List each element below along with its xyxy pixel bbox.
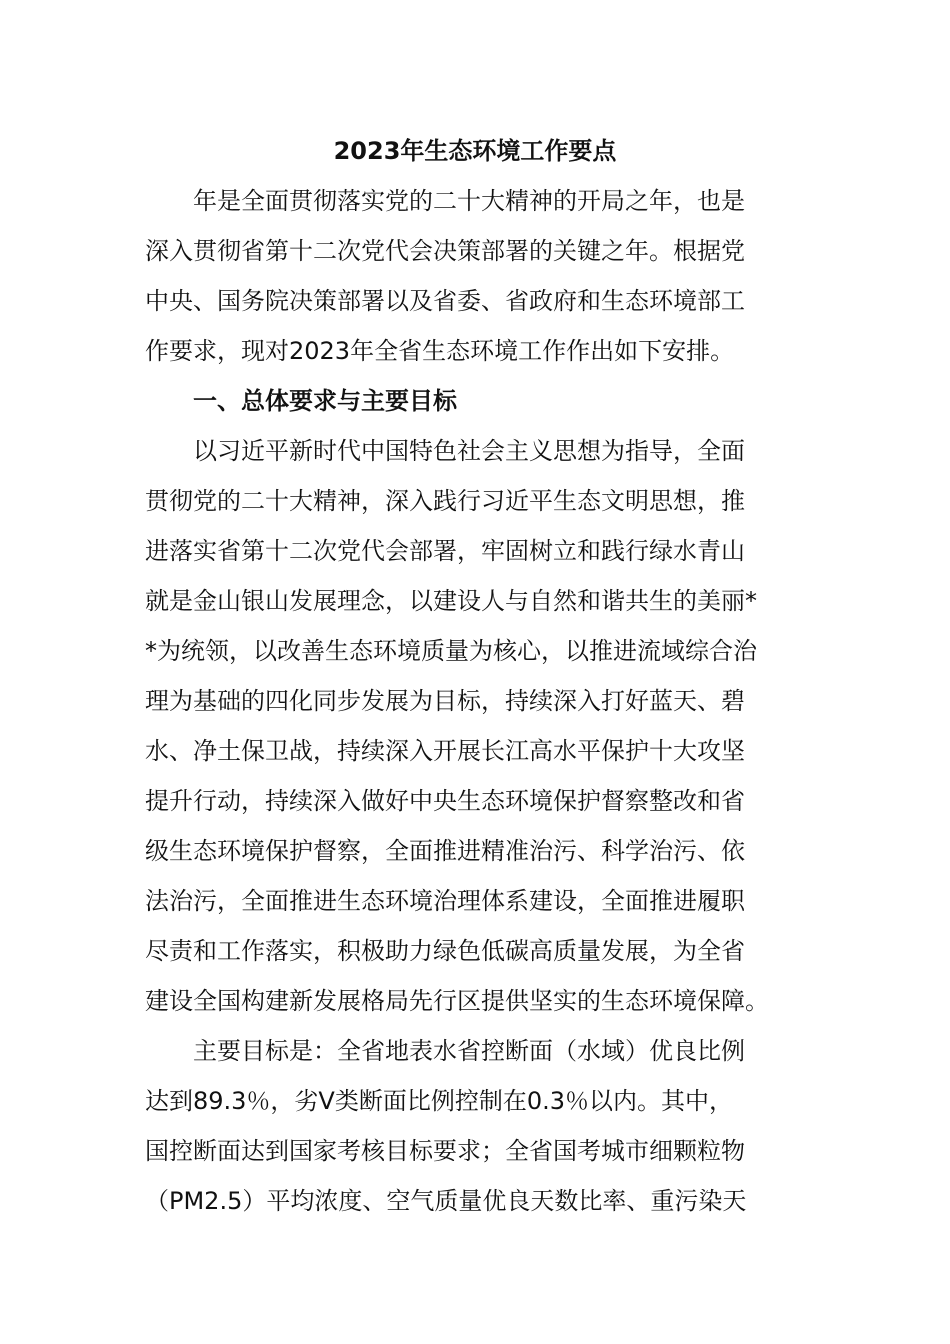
paragraph-line: 级生态环境保护督察，全面推进精准治污、科学治污、依 <box>145 837 745 865</box>
section-heading-overall: 一、总体要求与主要目标 <box>193 387 457 415</box>
intro-line: 作要求，现对2023年全省生态环境工作作出如下安排。 <box>145 337 735 365</box>
paragraph-line: 主要目标是：全省地表水省控断面（水域）优良比例 <box>193 1037 745 1065</box>
paragraph-line: 国控断面达到国家考核目标要求；全省国考城市细颗粒物 <box>145 1137 745 1165</box>
paragraph-line: 以习近平新时代中国特色社会主义思想为指导，全面 <box>193 437 745 465</box>
paragraph-line: *为统领，以改善生态环境质量为核心，以推进流域综合治 <box>145 637 757 665</box>
paragraph-line: 进落实省第十二次党代会部署，牢固树立和践行绿水青山 <box>145 537 745 565</box>
paragraph-line: 提升行动，持续深入做好中央生态环境保护督察整改和省 <box>145 787 745 815</box>
intro-line: 年是全面贯彻落实党的二十大精神的开局之年，也是 <box>193 187 745 215</box>
intro-line: 深入贯彻省第十二次党代会决策部署的关键之年。根据党 <box>145 237 745 265</box>
paragraph-line: 就是金山银山发展理念，以建设人与自然和谐共生的美丽* <box>145 587 757 615</box>
paragraph-line: 法治污，全面推进生态环境治理体系建设，全面推进履职 <box>145 887 745 915</box>
document-title: 2023年生态环境工作要点 <box>333 137 617 165</box>
paragraph-line: 贯彻党的二十大精神，深入践行习近平生态文明思想，推 <box>145 487 745 515</box>
paragraph-line: 理为基础的四化同步发展为目标，持续深入打好蓝天、碧 <box>145 687 745 715</box>
paragraph-line: 建设全国构建新发展格局先行区提供坚实的生态环境保障。 <box>145 987 769 1015</box>
intro-paragraph <box>145 176 805 376</box>
main-goals-paragraph <box>145 1026 805 1226</box>
paragraph-line: 尽责和工作落实，积极助力绿色低碳高质量发展，为全省 <box>145 937 745 965</box>
document-page <box>145 126 805 1226</box>
overall-requirements-paragraph <box>145 426 805 1026</box>
paragraph-line: 达到89.3％，劣Ⅴ类断面比例控制在0.3％以内。其中， <box>145 1087 734 1115</box>
paragraph-line: （PM2.5）平均浓度、空气质量优良天数比率、重污染天 <box>145 1187 747 1215</box>
paragraph-line: 水、净土保卫战，持续深入开展长江高水平保护十大攻坚 <box>145 737 745 765</box>
intro-line: 中央、国务院决策部署以及省委、省政府和生态环境部工 <box>145 287 745 315</box>
